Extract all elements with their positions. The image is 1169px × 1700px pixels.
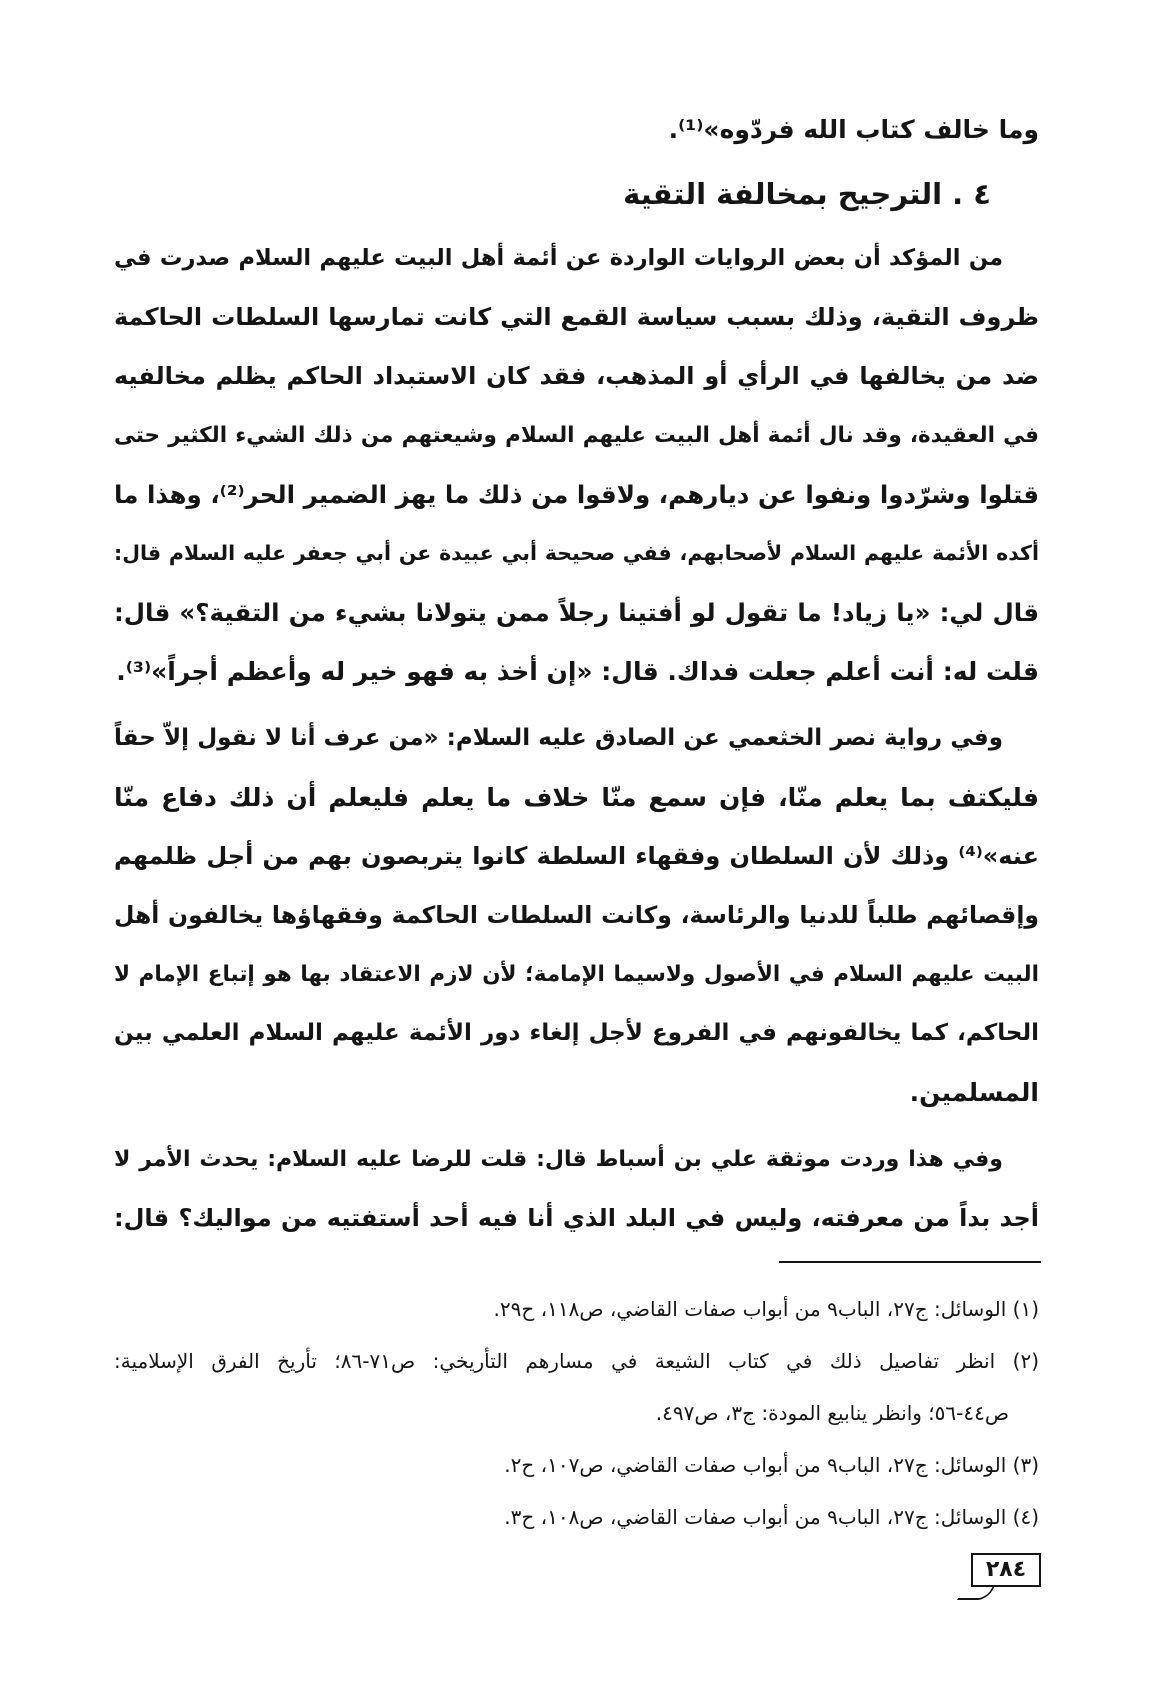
paragraph-2: [114, 709, 1039, 1122]
page-number: ٢٨٤: [971, 1553, 1041, 1587]
text-line: البيت عليهم السلام في الأصول ولاسيما الإمامة؛ لأن لازم الاعتقاد بها هو إتباع الإمام لا: [114, 962, 1039, 987]
footnote-4: (٤) الوسائل: ج٢٧، الباب٩ من أبواب صفات القاضي، ص١٠٨، ح٣.: [504, 1505, 1039, 1529]
text-line: فليكتف بما يعلم منّا، فإن سمع منّا خلاف ما يعلم فليعلم أن ذلك دفاع منّا: [114, 783, 1039, 812]
footnote-1: (١) الوسائل: ج٢٧، الباب٩ من أبواب صفات القاضي، ص١١٨، ح٢٩.: [493, 1297, 1039, 1321]
text-line: قلت له: أنت أعلم جعلت فداك. قال: «إن أخذ به فهو خير له وأعظم أجراً»⁽³⁾.: [116, 657, 1039, 686]
text-line: قال لي: «يا زياد! ما تقول لو أفتينا رجلاً ممن يتولانا بشيء من التقية؟» قال:: [114, 598, 1039, 627]
footnotes: [114, 1283, 1039, 1543]
text-line: وفي هذا وردت موثقة علي بن أسباط قال: قلت للرضا عليه السلام: يحدث الأمر لا: [114, 1147, 1003, 1172]
paragraph-3: [114, 1130, 1039, 1248]
text-line: عنه»⁽⁴⁾ وذلك لأن السلطان وفقهاء السلطة كانوا يتربصون بهم من أجل ظلمهم: [114, 842, 1039, 870]
page-number-ornament: [957, 1586, 995, 1600]
opening-line: وما خالف كتاب الله فردّوه»⁽¹⁾.: [668, 115, 1039, 144]
text-line: قتلوا وشرّدوا ونفوا عن ديارهم، ولاقوا من ذلك ما يهز الضمير الحر⁽²⁾، وهذا ما: [114, 480, 1039, 509]
footnote-2: (٢) انظر تفاصيل ذلك في كتاب الشيعة في مسارهم التأريخي: ص٧١-٨٦؛ تأريخ الفرق الإسلامية:: [114, 1349, 1039, 1373]
main-text: [114, 100, 1039, 1248]
paragraph-gap: [114, 1122, 1039, 1130]
text-line: في العقيدة، وقد نال أئمة أهل البيت عليهم السلام وشيعتهم من ذلك الشيء الكثير حتى: [114, 423, 1039, 448]
text-line: أجد بداً من معرفته، وليس في البلد الذي أنا فيه أحد أستفتيه من مواليك؟ قال:: [114, 1204, 1039, 1232]
text-line: الحاكم، كما يخالفونهم في الفروع لأجل إلغاء دور الأئمة عليهم السلام العلمي بين: [114, 1020, 1039, 1046]
text-line: ظروف التقية، وذلك بسبب سياسة القمع التي كانت تمارسها السلطات الحاكمة: [114, 303, 1039, 331]
section-heading: ٤ . الترجيح بمخالفة التقية: [623, 177, 991, 211]
text-line: من المؤكد أن بعض الروايات الواردة عن أئمة أهل البيت عليهم السلام صدرت في: [114, 245, 1003, 271]
footnote-3: (٣) الوسائل: ج٢٧، الباب٩ من أبواب صفات القاضي، ص١٠٧، ح٢.: [504, 1453, 1039, 1477]
paragraph-1: [114, 229, 1039, 701]
footnote-divider: [779, 1261, 1041, 1263]
footnote-2-continued: ص٤٤-٥٦؛ وانظر ينابيع المودة: ج٣، ص٤٩٧.: [655, 1401, 1009, 1425]
text-line: أكده الأئمة عليهم السلام لأصحابهم، ففي صحيحة أبي عبيدة عن أبي جعفر عليه السلام قال:: [114, 541, 1039, 565]
text-line: المسلمين.: [909, 1078, 1039, 1107]
text-line: ضد من يخالفها في الرأي أو المذهب، فقد كان الاستبداد الحاكم يظلم مخالفيه: [114, 362, 1039, 390]
text-line: وإقصائهم طلباً للدنيا والرئاسة، وكانت السلطات الحاكمة وفقهاؤها يخالفون أهل: [114, 901, 1039, 929]
text-line: وفي رواية نصر الخثعمي عن الصادق عليه السلام: «من عرف أنا لا نقول إلاّ حقاً: [114, 725, 1003, 751]
paragraph-gap: [114, 701, 1039, 709]
